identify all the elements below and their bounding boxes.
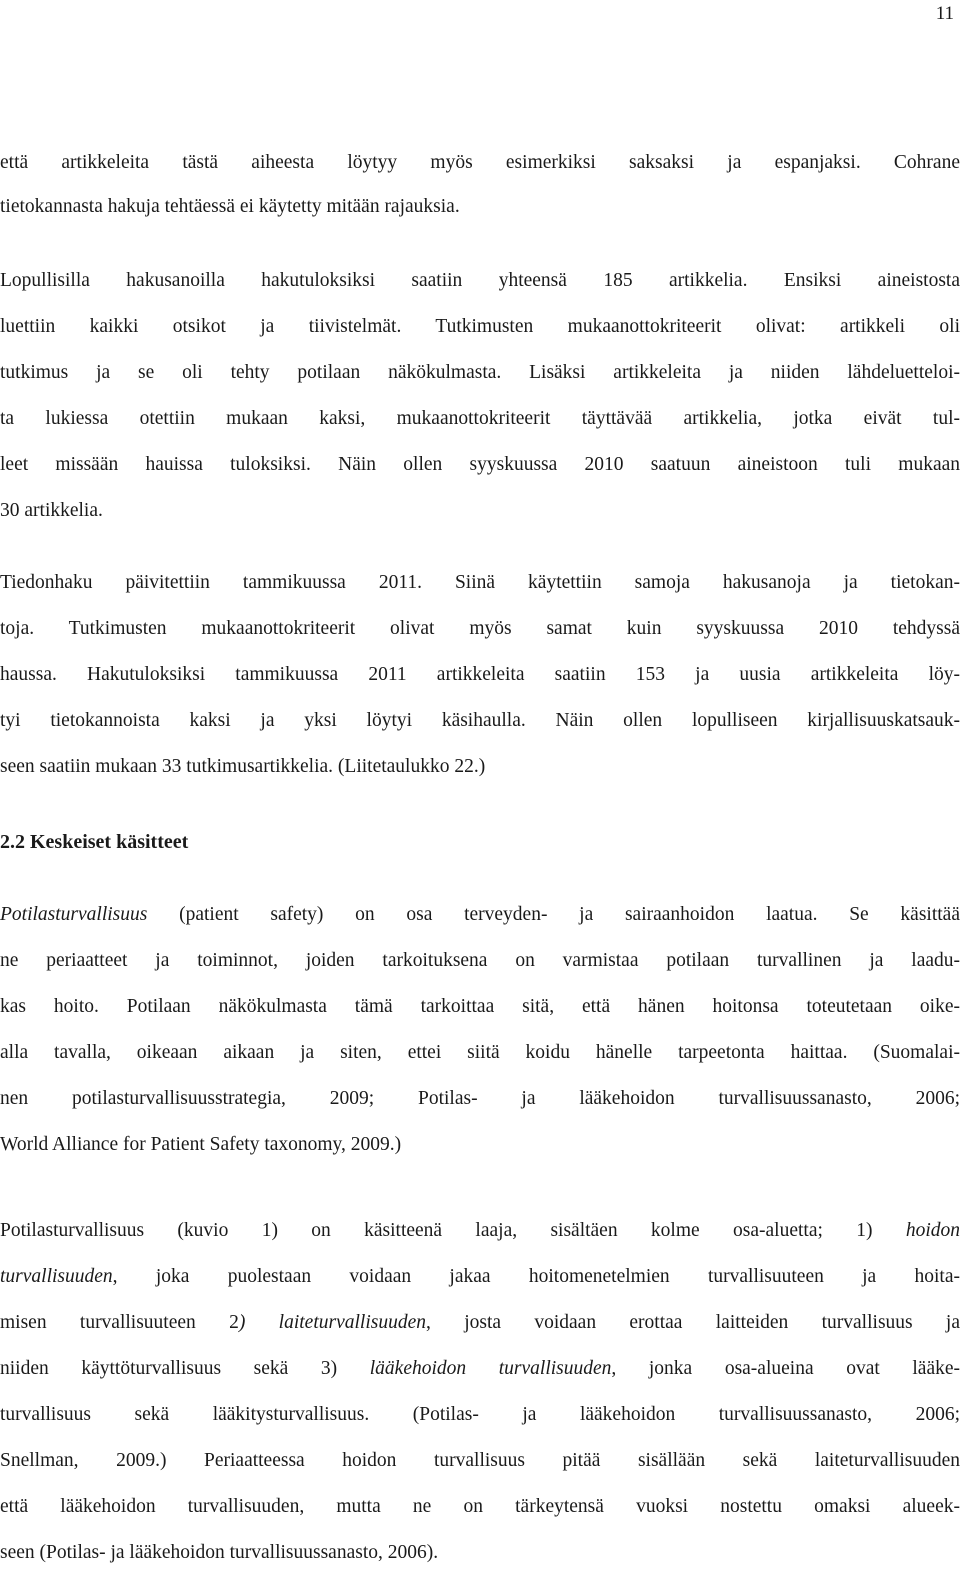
- text-segment: , joka puolestaan voidaan jakaa hoitomenetelmien turvallisuuteen ja hoita-: [112, 1266, 960, 1287]
- text-segment: niiden käyttöturvallisuus sekä 3): [0, 1358, 370, 1379]
- text-line: tyi tietokannoista kaksi ja yksi löytyi käsihaulla. Näin ollen lopulliseen kirjallisuuskatsauk-: [0, 710, 960, 731]
- text-line: [0, 1300, 960, 1346]
- text-line: 30 artikkelia.: [0, 500, 103, 521]
- text-line: World Alliance for Patient Safety taxonomy, 2009.): [0, 1134, 402, 1155]
- text-line: seen (Potilas- ja lääkehoidon turvallisuussanasto, 2006).: [0, 1542, 439, 1563]
- text-line: että lääkehoidon turvallisuuden, mutta ne on tärkeytensä vuoksi nostettu omaksi alueek-: [0, 1496, 960, 1517]
- text-line: tietokannasta hakuja tehtäessä ei käytetty mitään rajauksia.: [0, 196, 460, 217]
- text-line: toja. Tutkimusten mukaanottokriteerit olivat myös samat kuin syyskuussa 2010 tehdyssä: [0, 618, 960, 639]
- text-line: Snellman, 2009.) Periaatteessa hoidon turvallisuus pitää sisällään sekä laiteturvallisuuden: [0, 1450, 960, 1471]
- text-line: haussa. Hakutuloksiksi tammikuussa 2011 artikkeleita saatiin 153 ja uusia artikkeleita löy-: [0, 664, 960, 685]
- page-number: 11: [935, 3, 954, 24]
- text-line: Tiedonhaku päivitettiin tammikuussa 2011. Siinä käytettiin samoja hakusanoja ja tietokan-: [0, 572, 960, 593]
- text-line: kas hoito. Potilaan näkökulmasta tämä tarkoittaa sitä, että hänen hoitonsa toteutetaan oike-: [0, 996, 960, 1017]
- text-line: [0, 1208, 960, 1254]
- text-line: luettiin kaikki otsikot ja tiivistelmät. Tutkimusten mukaanottokriteerit olivat: artikkeli oli: [0, 316, 960, 337]
- text-line: [0, 1346, 960, 1392]
- text-line: [0, 1254, 960, 1300]
- text-line: että artikkeleita tästä aiheesta löytyy myös esimerkiksi saksaksi ja espanjaksi. Cohrane: [0, 152, 960, 173]
- term-italic: hoidon: [905, 1220, 960, 1241]
- text-line: turvallisuus sekä lääkitysturvallisuus. (Potilas- ja lääkehoidon turvallisuussanasto, 2006;: [0, 1404, 960, 1425]
- text-segment: (patient safety) on osa terveyden- ja sairaanhoidon laatua. Se käsittää: [147, 904, 960, 925]
- text-segment: , jonka osa-alueina ovat lääke-: [611, 1358, 960, 1379]
- text-line: alla tavalla, oikeaan aikaan ja siten, ettei siitä koidu hänelle tarpeetonta haittaa. (Suomalai-: [0, 1042, 960, 1063]
- term-italic: turvallisuuden: [0, 1266, 113, 1287]
- text-line: ne periaatteet ja toiminnot, joiden tarkoituksena on varmistaa potilaan turvallinen ja laadu-: [0, 950, 960, 971]
- text-line: nen potilasturvallisuusstrategia, 2009; Potilas- ja lääkehoidon turvallisuussanasto, 2006;: [0, 1088, 960, 1109]
- text-line: tutkimus ja se oli tehty potilaan näkökulmasta. Lisäksi artikkeleita ja niiden lähdeluetteloi-: [0, 362, 960, 383]
- text-line: Lopullisilla hakusanoilla hakutuloksiksi saatiin yhteensä 185 artikkelia. Ensiksi aineistosta: [0, 270, 960, 291]
- text-line: seen saatiin mukaan 33 tutkimusartikkelia. (Liitetaulukko 22.): [0, 756, 486, 777]
- text-line: [0, 892, 960, 938]
- section-heading: 2.2 Keskeiset käsitteet: [0, 831, 189, 853]
- text-segment: misen turvallisuuteen 2: [0, 1312, 239, 1333]
- term-italic: ) laiteturvallisuuden: [238, 1312, 426, 1333]
- text-segment: , josta voidaan erottaa laitteiden turvallisuus ja: [426, 1312, 960, 1333]
- text-line: ta lukiessa otettiin mukaan kaksi, mukaanottokriteerit täyttävää artikkelia, jotka eivät tul-: [0, 408, 960, 429]
- text-segment: Potilasturvallisuus (kuvio 1) on käsitteenä laaja, sisältäen kolme osa-aluetta; 1): [0, 1220, 906, 1241]
- term-italic: lääkehoidon turvallisuuden: [369, 1358, 612, 1379]
- text-line: leet missään hauissa tuloksiksi. Näin ollen syyskuussa 2010 saatuun aineistoon tuli mukaan: [0, 454, 960, 475]
- term-italic: Potilasturvallisuus: [0, 904, 148, 925]
